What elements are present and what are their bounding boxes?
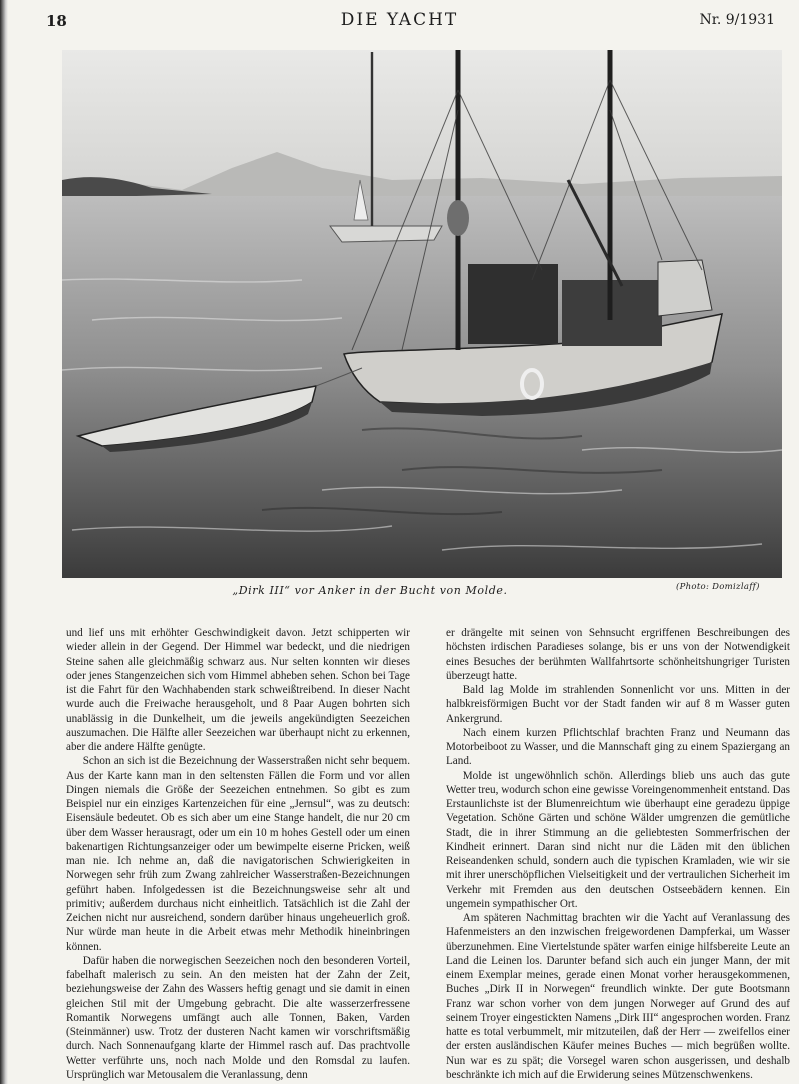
paragraph: Am späteren Nachmittag brachten wir die Yacht auf Veranlassung des Hafenmeisters an den inzwischen freigewordenen Dampferkai, um Wasser überzunehmen. Eine Viertelstunde später warfen einige hilfsbereite Leute an Land die Leinen los. Darunter befand sich auch ein junger Mann, der mit einem Exemplar meines, gerade einen Monat vorher herausgekommenen, Buches „Dirk II in Norwegen“ freundlich winkte. Der gute Bootsmann Franz war schon vorher von dem jungen Norweger auf Grund des auf seinem Troyer eingestickten Namens „Dirk III“ angesprochen worden. Franz hatte es total verbummelt, mir mitzuteilen, daß der Herr — zweifellos einer der ersten ausländischen Käufer meines Buches — mich begrüßen wollte. Nun war es zu spät; die Vorsegel waren schon ausgerissen, und deshalb beschränkte ich mich auf die Erwiderung seines Mützenschwenkens. <box>446 912 790 1081</box>
photo-caption: „Dirk III“ vor Anker in der Bucht von Molde. <box>232 584 508 597</box>
boat-photograph <box>62 50 782 578</box>
paragraph: Nach einem kurzen Pflichtschlaf brachten Franz und Neumann das Motorbeiboot zu Wasser, und die Mannschaft ging zu einem Spaziergang an Land. <box>446 726 790 768</box>
page-header <box>0 10 799 34</box>
paragraph: Schon an sich ist die Bezeichnung der Wasserstraßen nicht sehr bequem. Aus der Karte kann man in den seltensten Fällen die Form und vor allen Dingen niemals die Größe der Seezeichen entnehmen. So gibt es zum Beispiel nur ein einziges Kartenzeichen für eine „Jernsul“, was zu deutsch: Eisensäule bedeutet. Ob es sich aber um eine Stange handelt, die nur 20 cm über dem Wasser herausragt, oder um ein 10 m hohes Gestell oder um einen bakenartigen Richtungsanzeiger oder um bewimpelte eiserne Pricken, weiß man nie. Ich nehme an, daß die navigatorischen Schwierigkeiten in Norwegen sehr früh zum Zwang zahlreicher Wasserstraßen-Bezeichnungen geführt haben. Infolgedessen ist die Bezeichnungsweise sehr alt und primitiv; außerdem durchaus nicht einheitlich. Tatsächlich ist die Zahl der Zeichen nicht nur ausreichend, sondern darüber hinaus ungeheuerlich groß. Nur würde man heute in die Arbeit etwas mehr Methodik hineinbringen können. <box>66 755 410 953</box>
paragraph: er drängelte mit seinen von Sehnsucht ergriffenen Beschreibungen des höchsten irdischen Paradieses solange, bis er uns von der Notwendigkeit eines Besuches der berühmten Wallfahrtsorte schönheitshungriger Turisten überzeugt hatte. <box>446 627 790 682</box>
article-column-left <box>66 626 410 1082</box>
issue-number: Nr. 9/1931 <box>699 12 775 28</box>
binding-edge <box>0 0 8 1084</box>
paragraph: Bald lag Molde im strahlenden Sonnenlicht vor uns. Mitten in der halbkreisförmigen Bucht vor der Stadt fanden wir auf 8 m Wasser guten Ankergrund. <box>446 684 790 725</box>
photo-credit: (Photo: Domizlaff) <box>676 582 760 592</box>
paragraph: und lief uns mit erhöhter Geschwindigkeit davon. Jetzt schipperten wir wieder allein in der Gegend. Der Himmel war bedeckt, und die niedrigen Steine sahen alle gleichmäßig schwarz aus. Nur selten konnten wir dieses oder jenes Stangenzeichen sich vom Himmel abheben sehen. Schon bei Tage ist die Fahrt für den Wachhabenden stark schweißtreibend. In dieser Nacht wurde auch die Freiwache herausgeholt, und 8 Paar Augen bohrten sich unablässig in die Dunkelheit, um die jeweils angekündigten Seezeichen auszumachen. Die Hälfte aller Seezeichen war überhaupt nicht zu erkennen, aber die andere Hälfte genügte. <box>66 627 410 753</box>
photo-boat-icon <box>62 50 782 578</box>
article-column-right <box>446 626 790 1082</box>
magazine-title: DIE YACHT <box>340 10 459 30</box>
page-number: 18 <box>46 12 67 30</box>
paragraph: Molde ist ungewöhnlich schön. Allerdings blieb uns auch das gute Wetter treu, wodurch schon eine gewisse Voreingenommenheit entstand. Das Erstaunlichste ist der Blumenreichtum wie überhaupt eine geradezu üppige Vegetation. Schöne Gärten und schöne Wälder umgrenzen die gemütliche Stadt, die in ihrer Stimmung an die geliebtesten Sommerfrischen der Kindheit erinnert. Daran sind nicht nur die Läden mit den üblichen Reiseandenken schuld, sondern auch die typischen Kramladen, wie wir sie mit ihrer unerschöpflichen Vielseitigkeit und der vertraulichen Sicherheit im Verkehr mit Fremden aus den deutschen Ostseebädern kennen. Ein ungemein sympathischer Ort. <box>446 769 790 910</box>
paragraph: Dafür haben die norwegischen Seezeichen noch den besonderen Vorteil, fabelhaft malerisch zu sein. An den meisten hat der Zahn der Zeit, beziehungsweise der Zahn des Wassers heftig genagt und sie damit in einen gleichen Stil mit der Umgebung gebracht. Die alte wasserzerfressene Romantik Norwegens umfängt auch alle Tonnen, Baken, Varden (Steinmänner) usw. Trotz der dusteren Nacht kamen wir vorschriftsmäßig durch. Nach Sonnenaufgang klarte der Himmel rasch auf. Das prachtvolle Wetter verführte uns, noch nach Molde und den Romsdal zu laufen. Ursprünglich war Metousalem die Veranlassung, denn <box>66 954 410 1081</box>
